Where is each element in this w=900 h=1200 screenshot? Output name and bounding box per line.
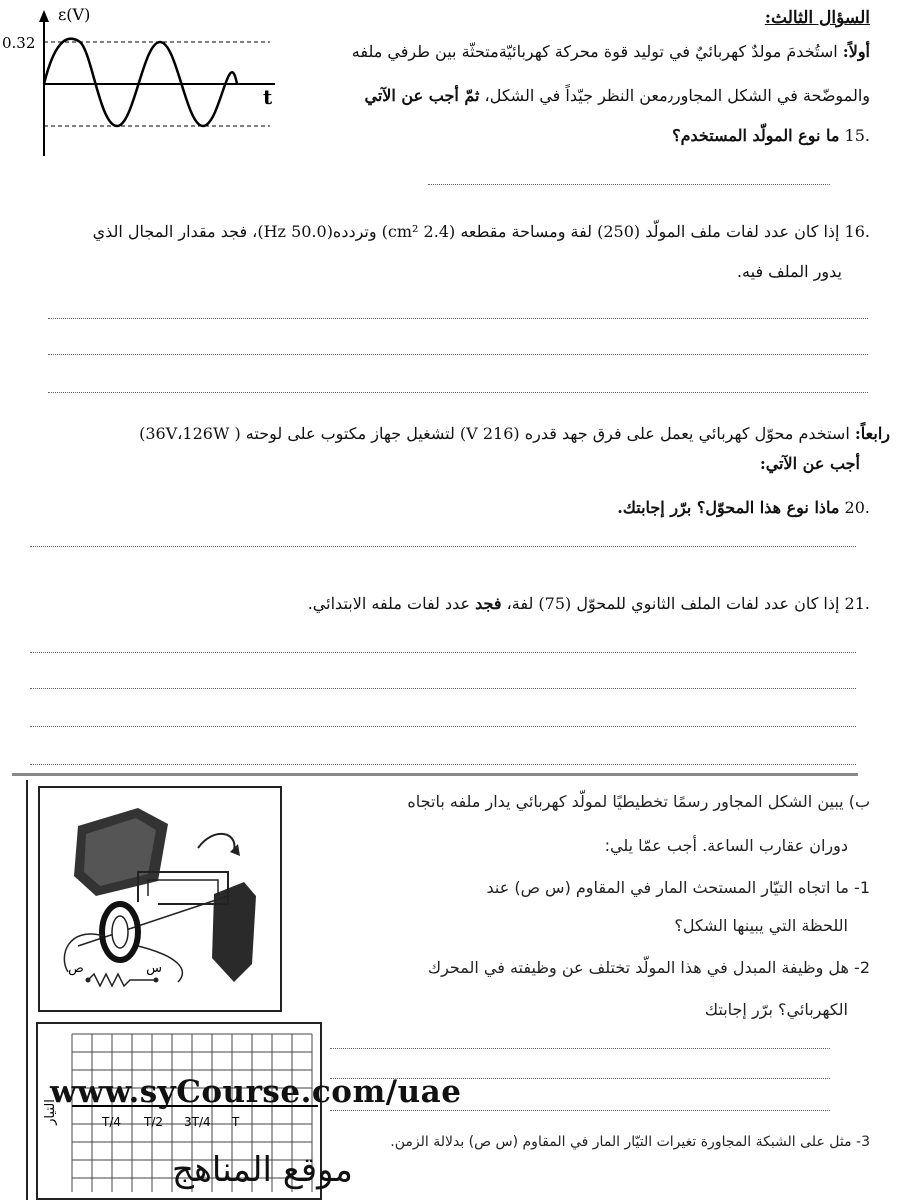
- y-axis-label: ε(V): [58, 5, 91, 24]
- q21: [308, 594, 870, 615]
- generator-diagram: [38, 786, 282, 1012]
- label-s: س: [146, 961, 162, 976]
- answer-line-q16-3[interactable]: [48, 392, 868, 393]
- scan-b-line1: ب) يبين الشكل المجاور رسمًا تخطيطيًا لمولّد كهربائي يدار ملفه باتجاه: [407, 792, 870, 811]
- question4-line1: [10, 424, 890, 445]
- answer-line-q21-4[interactable]: [30, 764, 856, 765]
- answer-line-q15[interactable]: [428, 184, 830, 185]
- question3-title: السؤال الثالث:: [764, 8, 870, 28]
- emf-sine-graph: [0, 0, 300, 165]
- scan-q1-line2: اللحظة التي يبينها الشكل؟: [674, 916, 848, 935]
- q15-text: ما نوع المولّد المستخدم؟: [672, 126, 840, 145]
- q21-text-b: عدد لفات ملفه الابتدائي.: [307, 594, 471, 613]
- q21-number: .21: [844, 594, 870, 613]
- part1-text-line1: استُخدمَ مولدٌ كهربائيٌ في توليد قوة محركة كهربائيّةمتحثّة بين طرفي ملفه: [351, 42, 838, 61]
- answer-line-q20[interactable]: [30, 546, 856, 547]
- label-ss: ص: [68, 961, 84, 976]
- scan-q2-line2: الكهربائي؟ برّر إجابتك: [704, 1000, 848, 1019]
- grid-ylabel: التيار: [43, 1099, 58, 1125]
- q16-text: إذا كان عدد لفات ملف المولّد (250) لفة ومساحة مقطعه (2.4 cm²) وتردده(50.0 Hz)، فجد مقدار المجال الذي: [92, 222, 840, 241]
- answer-line-scan-3[interactable]: [330, 1110, 830, 1111]
- scan-b-line2: دوران عقارب الساعة. أجب عمّا يلي:: [604, 836, 848, 855]
- q21-text-a: إذا كان عدد لفات الملف الثانوي للمحوّل (75) لفة،: [506, 594, 840, 613]
- question4-instruction: أجب عن الآتي:: [759, 454, 860, 473]
- part1-line2: [310, 86, 870, 107]
- question4-label: رابعاً:: [854, 424, 890, 443]
- q16-line1: [10, 222, 870, 243]
- answer-line-scan-1[interactable]: [330, 1048, 830, 1049]
- rotation-arrow-icon: [198, 834, 234, 850]
- watermark-url: www.syCourse.com/uae: [50, 1074, 462, 1110]
- q21-bold: فجد: [475, 594, 502, 613]
- part1-label: أولاً:: [842, 42, 870, 61]
- q15-number: .15: [844, 126, 870, 145]
- tick-t: T: [232, 1115, 240, 1129]
- q20-text: ماذا نوع هذا المحوّل؟ برّر إجابتك.: [617, 498, 840, 517]
- y-tick-label: 0.32: [2, 34, 36, 52]
- tick-t4: T/4: [102, 1115, 122, 1129]
- tick-t2: T/2: [144, 1115, 164, 1129]
- answer-line-q21-2[interactable]: [30, 688, 856, 689]
- question4-text: استخدم محوّل كهربائي يعمل على فرق جهد قدره (216 V) لتشغيل جهاز مكتوب على لوحته ( 36V،126W): [139, 424, 850, 443]
- answer-line-q16-2[interactable]: [48, 354, 868, 355]
- y-axis-arrow: [39, 10, 49, 22]
- tick-3t4: 3T/4: [184, 1115, 211, 1129]
- scan-left-rule: [26, 780, 28, 1200]
- x-axis-label: t: [263, 85, 273, 109]
- q20-number: .20: [844, 498, 870, 517]
- watermark-site-name: موقع المناهج: [172, 1150, 353, 1190]
- scan-q2-line1: 2- هل وظيفة المبدل في هذا المولّد تختلف عن وظيفته في المحرك: [427, 958, 870, 977]
- q16-number: .16: [844, 222, 870, 241]
- scan-q3-line: 3- مثل على الشبكة المجاورة تغيرات التيّار المار في المقاوم (س ص) بدلالة الزمن.: [390, 1134, 870, 1150]
- q16-line2: يدور الملف فيه.: [736, 262, 842, 281]
- sine-curve: [44, 39, 237, 126]
- magnet-south: [212, 882, 256, 982]
- answer-line-q16-1[interactable]: [48, 318, 868, 319]
- part1-text-line2: والموضّحة في الشكل المجاور٫معن النظر جيّداً في الشكل،: [484, 86, 870, 105]
- part1-instruction: ثمّ أجب عن الآتي: [364, 86, 480, 105]
- scan-q1-line1: 1- ما اتجاه التيّار المستحث المار في المقاوم (س ص) عند: [486, 878, 870, 897]
- part1-line1: [310, 42, 870, 63]
- answer-line-q21-3[interactable]: [30, 726, 856, 727]
- answer-line-q21-1[interactable]: [30, 652, 856, 653]
- q15: [672, 126, 870, 147]
- q20: [617, 498, 870, 519]
- section-separator: [12, 773, 858, 776]
